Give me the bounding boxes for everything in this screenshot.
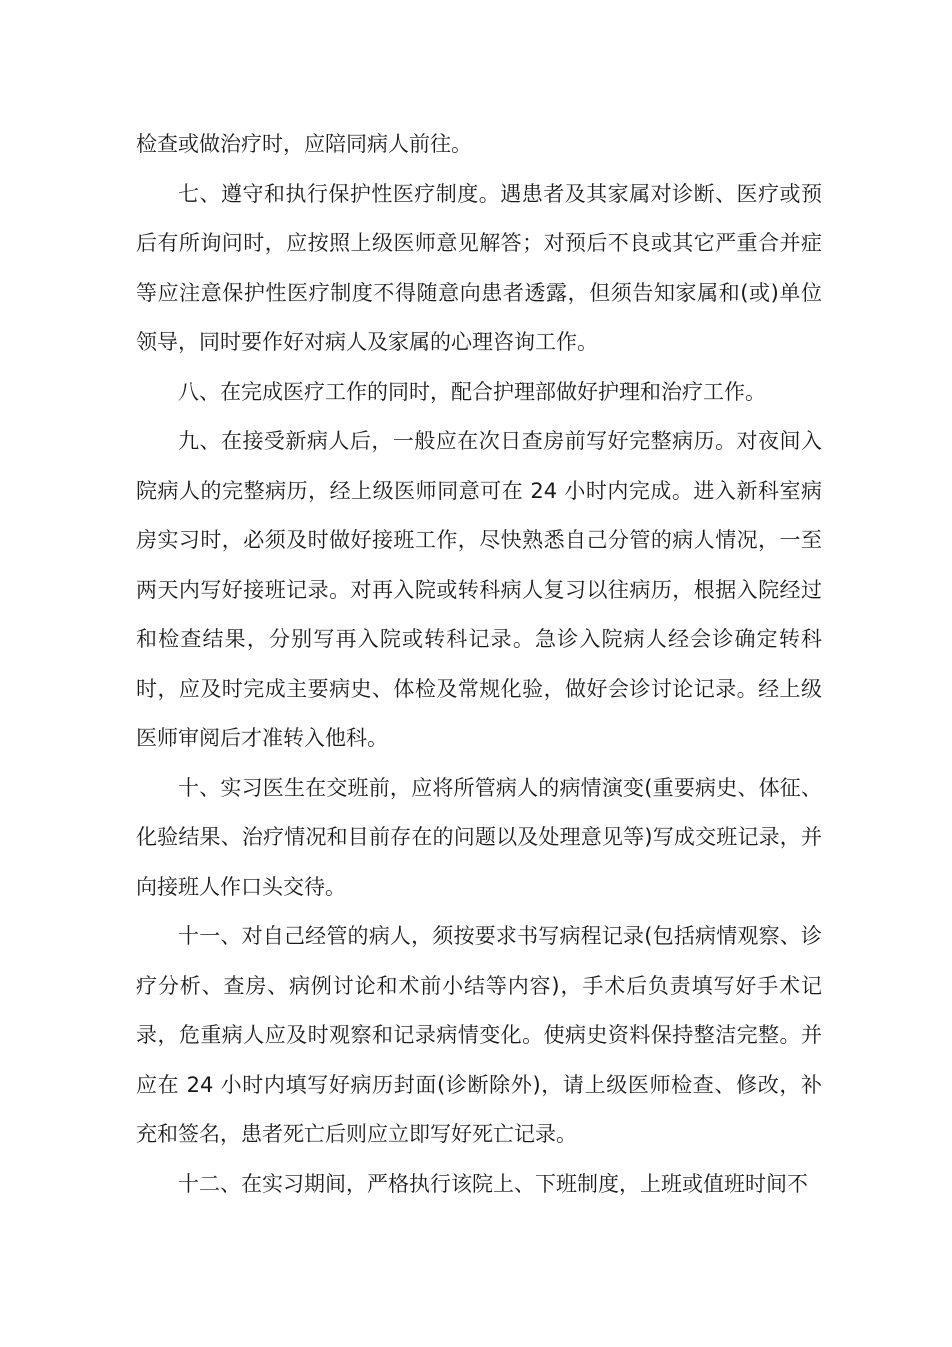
document-body (136, 120, 822, 1209)
paragraph-item-11: 十一、对自己经管的病人，须按要求书写病程记录(包括病情观察、诊疗分析、查房、病例讨论和术前小结等内容)，手术后负责填写好手术记录，危重病人应及时观察和记录病情变化。使病史资料保持整洁完整。并应在 24 小时内填写好病历封面(诊断除外)，请上级医师检查、修改，补充和签名，患者死亡后则应立即写好死亡记录。 (136, 924, 822, 1146)
paragraph-continuation: 检查或做治疗时，应陪同病人前往。 (136, 132, 472, 156)
paragraph-item-9: 九、在接受新病人后，一般应在次日查房前写好完整病历。对夜间入院病人的完整病历，经上级医师同意可在 24 小时内完成。进入新科室病房实习时，必须及时做好接班工作，尽快熟悉自己分管的病人情况，一至两天内写好接班记录。对再入院或转科病人复习以往病历，根据入院经过和检查结果，分别写再入院或转科记录。急诊入院病人经会诊确定转科时，应及时完成主要病史、体检及常规化验，做好会诊讨论记录。经上级医师审阅后才准转入他科。 (136, 429, 822, 750)
paragraph-item-8: 八、在完成医疗工作的同时，配合护理部做好护理和治疗工作。 (178, 379, 766, 404)
paragraph-item-7: 七、遵守和执行保护性医疗制度。遇患者及其家属对诊断、医疗或预后有所询问时，应按照上级医师意见解答；对预后不良或其它严重合并症等应注意保护性医疗制度不得随意向患者透露，但须告知家属和(或)单位领导，同时要作好对病人及家属的心理咨询工作。 (136, 181, 822, 354)
paragraph-item-12: 十二、在实习期间，严格执行该院上、下班制度，上班或值班时间不 (178, 1171, 808, 1196)
paragraph-item-10: 十、实习医生在交班前，应将所管病人的病情演变(重要病史、体征、化验结果、治疗情况和目前存在的问题以及处理意见等)写成交班记录，并向接班人作口头交待。 (136, 775, 822, 899)
